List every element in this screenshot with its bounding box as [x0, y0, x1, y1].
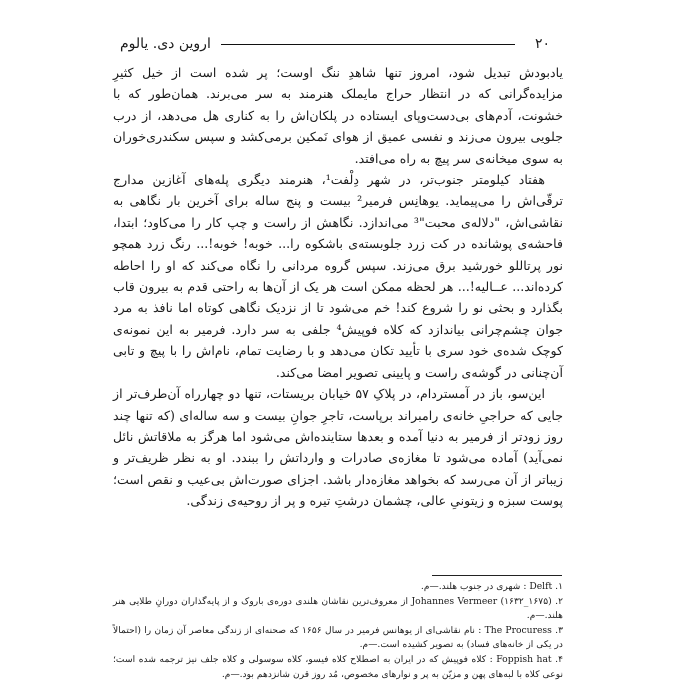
footnote: ۲. Johannes Vermeer (۱۶۳۲_۱۶۷۵) از معروف‌ترین نقاشان هلندی دوره‌ی باروک و از پایه‌گذاران دورانِ طلایی هنر هلند.—م.: [113, 595, 563, 622]
footnote: ۱. Delft : شهری در جنوب هلند.—م.: [420, 581, 563, 592]
paragraph: این‌سو، باز در آمستردام، در پلاکِ ۵۷ خیابان بریستات، تنها دو چهارراه آن‌طرف‌تر از جایی که حراجیِ خانه‌ی رامبراند برپاست، تاجرِ جوانِ بیست و سه ساله‌ای (که تنها چند روز زودتر از فرمیر به دنیا آمده و بعدها ستاینده‌اش می‌شود اما هرگز به ملاقاتش نائل نمی‌آید) آماده می‌شود تا مغازه‌ی صادرات و وارداتش را ببندد. او به نظر ظریف‌تر و زیباتر از آن می‌رسد که بخواهد مغازه‌دار باشد. اجزای صورت‌اش بی‌عیب و نقص است؛ پوست سبزه و زیتونیِ عالی، چشمان درشتِ تیره و پر از روحیه‌ی زندگی.: [113, 386, 563, 509]
body-text: [113, 62, 563, 512]
footnote-rule: [432, 575, 562, 576]
paragraph: هفتاد کیلومتر جنوب‌تر، در شهر دِلْفت¹، هنرمند دیگری پله‌های آغازین مدارج ترقّی‌اش را می‌پیماید. یوهانِس فرمیر² بیست و پنج ساله برای آخرین بار نگاهی به نقاشی‌اش، "دلاله‌ی محبت"³ می‌اندازد. نگاهش از راست و چپ کار را می‌کاود؛ ابتدا، فاحشه‌ی پوشانده در کت زرد جلوبسته‌ی باشکوه را... خوبه! خوبه!... رنگ زرد همچو نور پرتاللو خورشید برق می‌زند. سپس گروه مردانی را نگاه می‌کند که او را احاطه کرده‌اند... عــالیه!... هر لحظه ممکن است هر یک از آن‌ها به راحتی قدم به بیرون قاب بگذارد و بحثی نو را شروع کند! خم می‌شود تا از نزدیک نگاهی کوتاه اما نافذ به مرد جوان چشم‌چرانی بیاندازد که کلاه فوپیش⁴ جلفی به سر دارد. فرمیر به این نمونه‌ی کوچک شده‌ی خود سری با تأیید تکان می‌دهد و با رضایت تمام، نام‌اش را با پیچ و تابی آن‌چنانی در گوشه‌ی راست و پایینی تصویر امضا می‌کند.: [113, 172, 563, 380]
footnote: ۴. Foppish hat : کلاه فوپیش که در ایران به اصطلاح کلاه فیسو، کلاه سوسولی و کلاه جلف نیز ترجمه شده است؛ نوعی کلاه با لبه‌های پهن و مزیّن به پر و نوارهای مخصوص، مُد روز قرن شانزدهم بود.—م.: [113, 653, 564, 680]
footnotes: [113, 580, 563, 682]
paragraph: یادبودش تبدیل شود، امروز تنها شاهدِ ننگ اوست؛ پر شده است از خیل کثیرِ مزایده‌گرانی که در انتظار حراج مایملک هنرمند به سر می‌برند. همان‌طور که با خشونت، آدم‌های بی‌دست‌وپای ایستاده در پلکان‌اش را به کناری هل می‌دهد، از درب جلویی بیرون می‌زند و نفسی عمیق از هوای نَمکین برمی‌کشد و سپس سکندری‌خوران به سوی میخانه‌ی سر پیچ به راه می‌افتد.: [113, 65, 563, 166]
page-header: [120, 32, 550, 56]
page-number: ۲۰: [534, 36, 550, 52]
footnote: ۳. The Procuress : نام نقاشی‌ای از یوهانس فرمیر در سال ۱۶۵۶ که صحنه‌ای از زندگی معاصر آن زمان را (احتمالاً در یکی از خانه‌های فساد) به تصویر کشیده است.—م.: [113, 624, 563, 651]
header-rule: [221, 44, 515, 45]
running-title: اروین دی. یالوم: [120, 36, 211, 52]
